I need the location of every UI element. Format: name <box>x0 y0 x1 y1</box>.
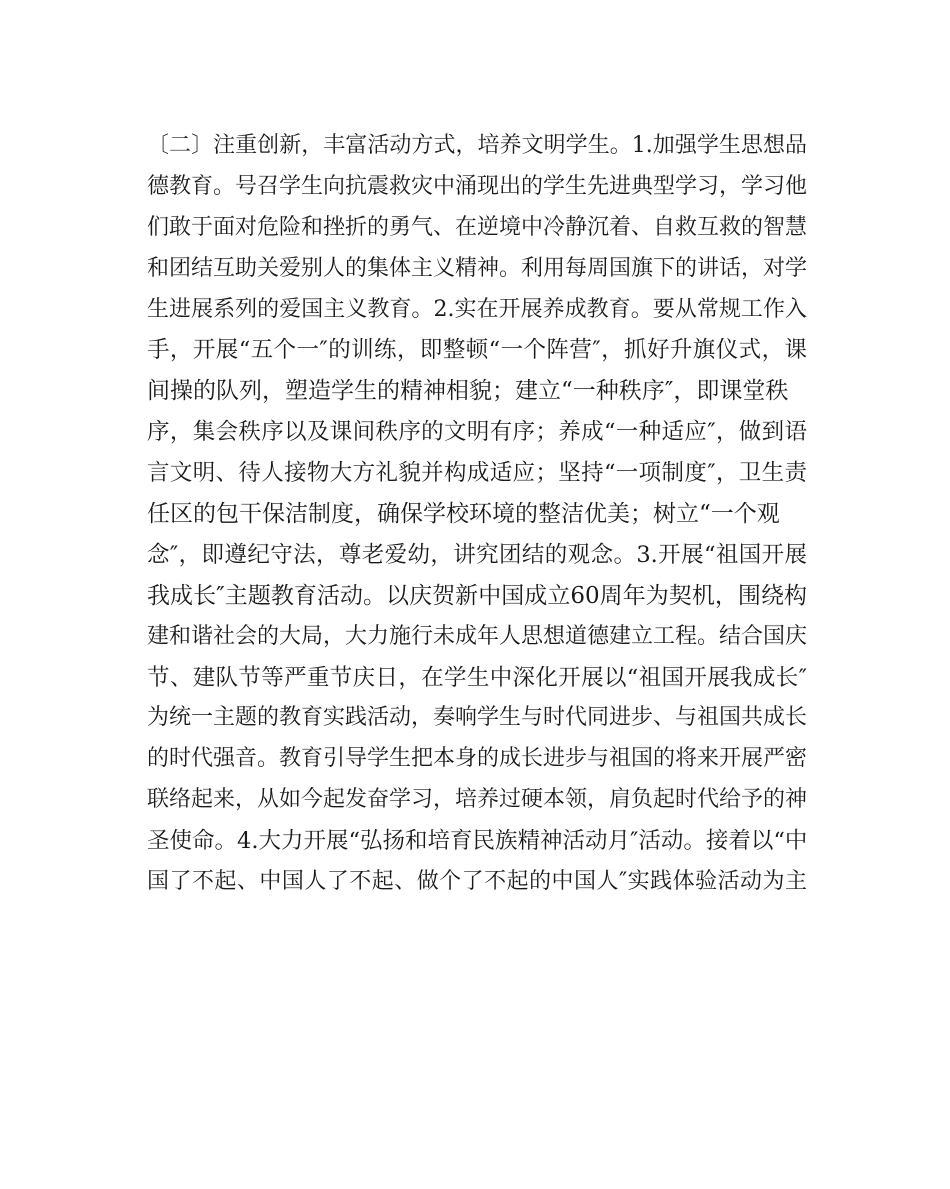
text-line: 〔二〕注重创新，丰富活动方式，培养文明学生。1.加强学生思想品 <box>147 133 807 158</box>
text-line: 念″，即遵纪守法，尊老爱幼，讲究团结的观念。3.开展“祖国开展 <box>147 541 807 568</box>
text-line: 的时代强音。教育引导学生把本身的成长进步与祖国的将来开展严密 <box>147 746 808 772</box>
text-line: 国了不起、中国人了不起、做个了不起的中国人″实践体验活动为主 <box>147 869 807 895</box>
text-line: 圣使命。4.大力开展“弘扬和培育民族精神活动月″活动。接着以“中 <box>147 828 808 855</box>
text-line: 为统一主题的教育实践活动，奏响学生与时代同进步、与祖国共成长 <box>147 705 808 731</box>
text-line: 序，集会秩序以及课间秩序的文明有序；养成“一种适应″，做到语 <box>147 419 807 446</box>
text-line: 我成长″主题教育活动。以庆贺新中国成立60周年为契机，围绕构 <box>147 582 807 609</box>
text-line: 联络起来，从如今起发奋学习，培养过硬本领，肩负起时代给予的神 <box>147 787 808 813</box>
text-line: 和团结互助关爱别人的集体主义精神。利用每周国旗下的讲话，对学 <box>147 255 808 281</box>
text-line: 言文明、待人接物大方礼貌并构成适应；坚持“一项制度″，卫生责 <box>147 460 807 487</box>
text-line: 们敢于面对危险和挫折的勇气、在逆境中冷静沉着、自救互救的智慧 <box>147 214 808 240</box>
text-line: 生进展系列的爱国主义教育。2.实在开展养成教育。要从常规工作入 <box>147 296 807 322</box>
text-line: 德教育。号召学生向抗震救灾中涌现出的学生先进典型学习，学习他 <box>147 173 808 199</box>
text-line: 任区的包干保洁制度，确保学校环境的整洁优美；树立“一个观 <box>147 501 780 528</box>
text-line: 手，开展“五个一″的训练，即整顿“一个阵营″，抓好升旗仪式，课 <box>147 337 807 364</box>
body-paragraph <box>147 126 807 903</box>
text-line: 建和谐社会的大局，大力施行未成年人思想道德建立工程。结合国庆 <box>147 623 808 649</box>
text-line: 节、建队节等严重节庆日，在学生中深化开展以“祖国开展我成长″ <box>147 664 807 691</box>
text-line: 间操的队列，塑造学生的精神相貌；建立“一种秩序″，即课堂秩 <box>147 378 789 405</box>
